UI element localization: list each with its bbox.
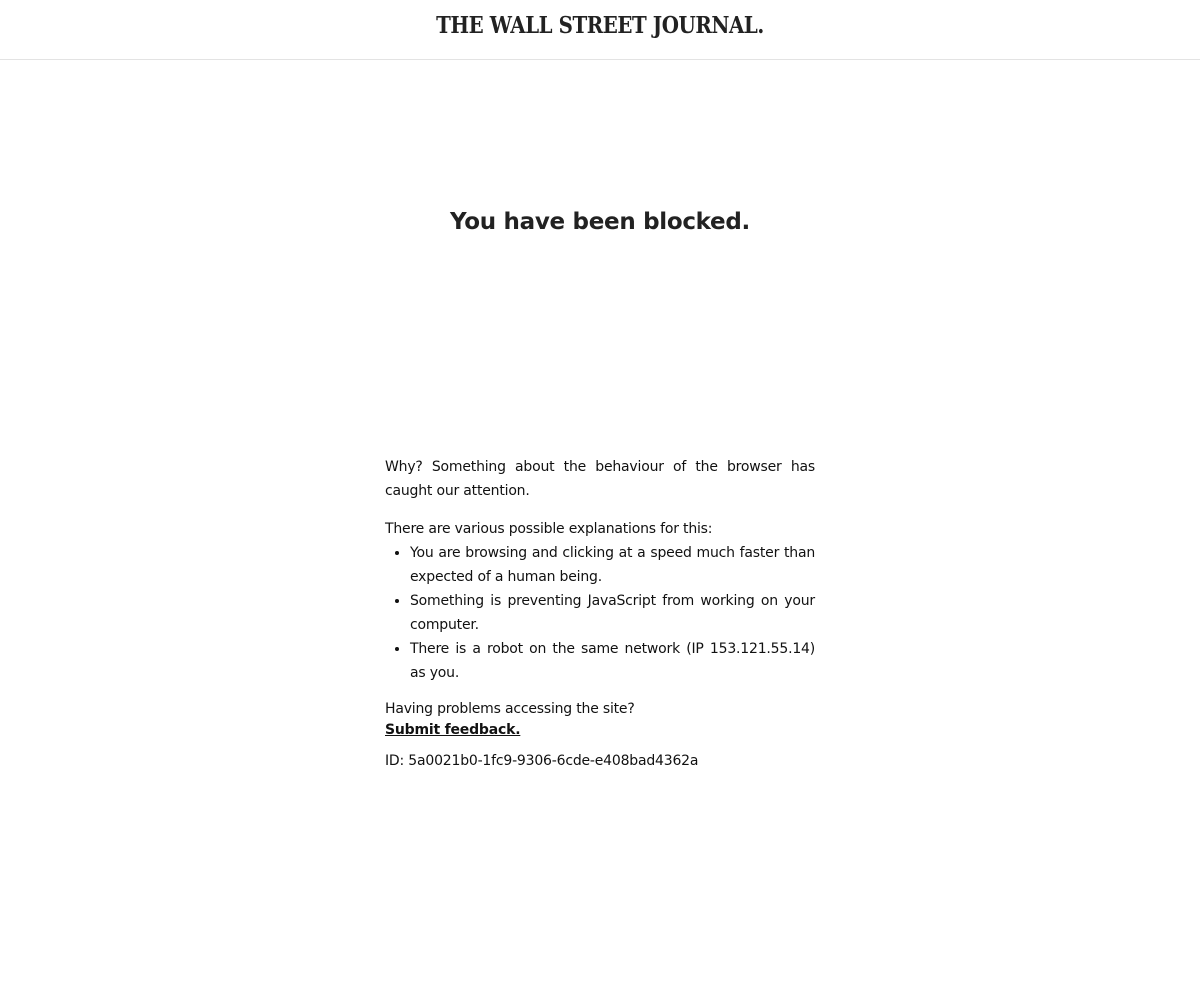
reasons-list — [385, 541, 815, 685]
request-id: ID: 5a0021b0-1fc9-9306-6cde-e408bad4362a — [385, 753, 699, 769]
list-item: • You are browsing and clicking at a speed much faster than expected of a human being. — [410, 541, 815, 589]
site-header — [0, 0, 1200, 60]
list-item: • Something is preventing JavaScript from working on your computer. — [410, 589, 815, 637]
why-text: Why? Something about the behaviour of the browser has caught our attention. — [385, 459, 815, 499]
page-title: You have been blocked. — [450, 209, 750, 235]
block-message — [385, 455, 815, 773]
explanations-intro: There are various possible explanations for this: — [385, 521, 713, 537]
submit-feedback-link[interactable]: Submit feedback. — [385, 722, 521, 738]
wsj-logo[interactable]: THE WALL STREET JOURNAL. — [436, 12, 764, 39]
help-question: Having problems accessing the site? — [385, 701, 635, 717]
list-item: • There is a robot on the same network (IP 153.121.55.14) as you. — [410, 637, 815, 685]
